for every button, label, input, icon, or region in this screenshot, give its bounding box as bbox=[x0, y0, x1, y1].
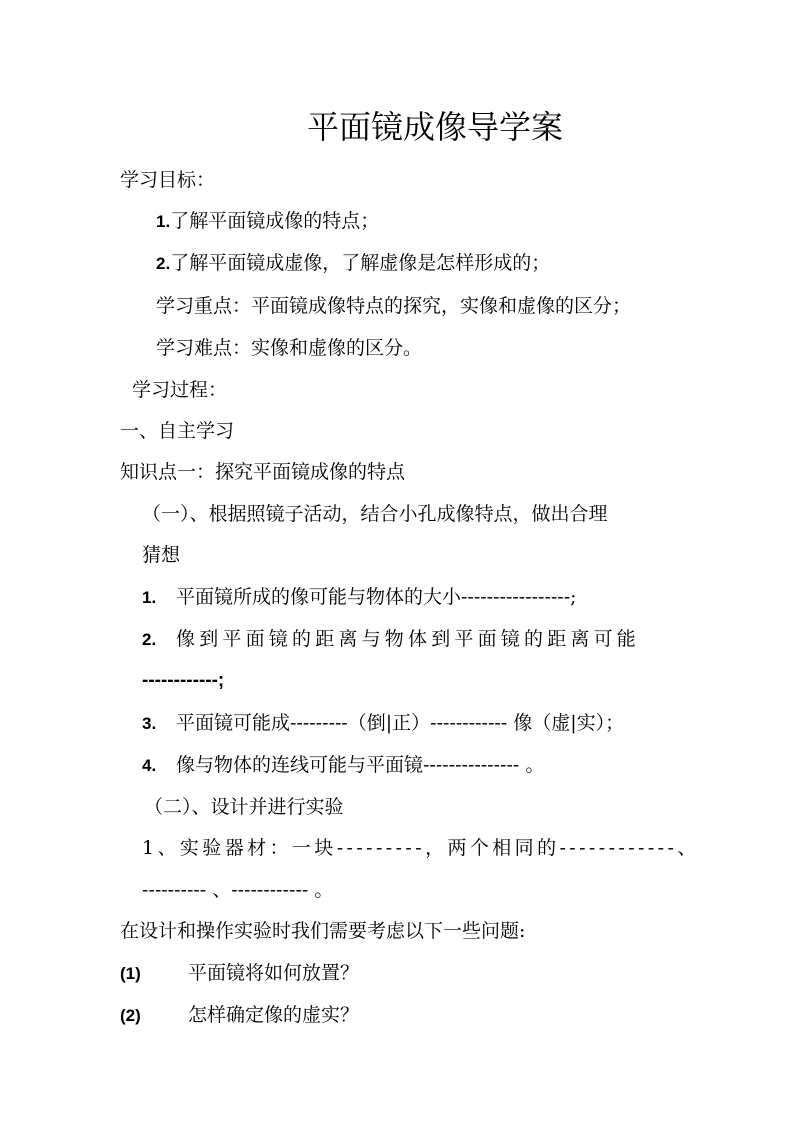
goal-item-2 bbox=[156, 250, 550, 277]
guess-item-1 bbox=[142, 584, 577, 611]
guess-text: 像到平面镜的距离与物体到平面镜的距离可能 bbox=[176, 628, 641, 650]
guess-item-4 bbox=[142, 752, 544, 779]
question-number: (2) bbox=[120, 1006, 141, 1025]
guess-number: 1. bbox=[142, 588, 157, 607]
goal-number: 2. bbox=[156, 254, 171, 273]
part-two-heading: （二）、设计并进行实验 bbox=[144, 796, 344, 818]
guess-text: 像与物体的连线可能与平面镜--------------- 。 bbox=[176, 754, 545, 776]
document-title: 平面镜成像导学案 bbox=[306, 108, 563, 146]
goal-item-1 bbox=[156, 208, 379, 235]
guess-text: 平面镜所成的像可能与物体的大小-----------------; bbox=[176, 586, 577, 608]
section-one-heading: 一、自主学习 bbox=[120, 420, 235, 442]
goal-text: 了解平面镜成虚像，了解虚像是怎样形成的； bbox=[170, 252, 551, 274]
question-text: 平面镜将如何放置？ bbox=[188, 962, 360, 984]
difficult-point: 学习难点：实像和虚像的区分。 bbox=[156, 337, 423, 359]
part-one-line-2: 猜想 bbox=[142, 544, 181, 566]
guess-item-2-continuation: ------------; bbox=[142, 670, 225, 691]
goals-heading: 学习目标： bbox=[120, 169, 216, 191]
guess-number: 3. bbox=[142, 714, 157, 733]
part-one-line-1: （一）、根据照镜子活动，结合小孔成像特点，做出合理 bbox=[142, 503, 608, 525]
consider-text: 在设计和操作实验时我们需要考虑以下一些问题: bbox=[120, 920, 526, 942]
question-item-2 bbox=[120, 1002, 359, 1029]
process-heading: 学习过程： bbox=[132, 379, 228, 401]
goal-number: 1. bbox=[156, 212, 171, 231]
equipment-line-1: 1、实验器材：一块---------，两个相同的------------、 bbox=[142, 837, 700, 859]
guess-item-3 bbox=[142, 710, 624, 737]
key-point: 学习重点：平面镜成像特点的探究，实像和虚像的区分； bbox=[156, 295, 632, 317]
guess-item-2 bbox=[142, 626, 676, 653]
question-text: 怎样确定像的虚实？ bbox=[188, 1004, 360, 1026]
question-number: (1) bbox=[120, 964, 141, 983]
goal-text: 了解平面镜成像的特点； bbox=[170, 210, 380, 232]
knowledge-point-one: 知识点一：探究平面镜成像的特点 bbox=[120, 461, 406, 483]
equipment-line-2: ---------- 、------------ 。 bbox=[142, 879, 334, 901]
guess-number: 2. bbox=[142, 630, 157, 649]
guess-text: 平面镜可能成---------（倒|正）------------ 像（虚|实）； bbox=[176, 712, 625, 734]
question-item-1 bbox=[120, 960, 359, 987]
guess-number: 4. bbox=[142, 756, 157, 775]
